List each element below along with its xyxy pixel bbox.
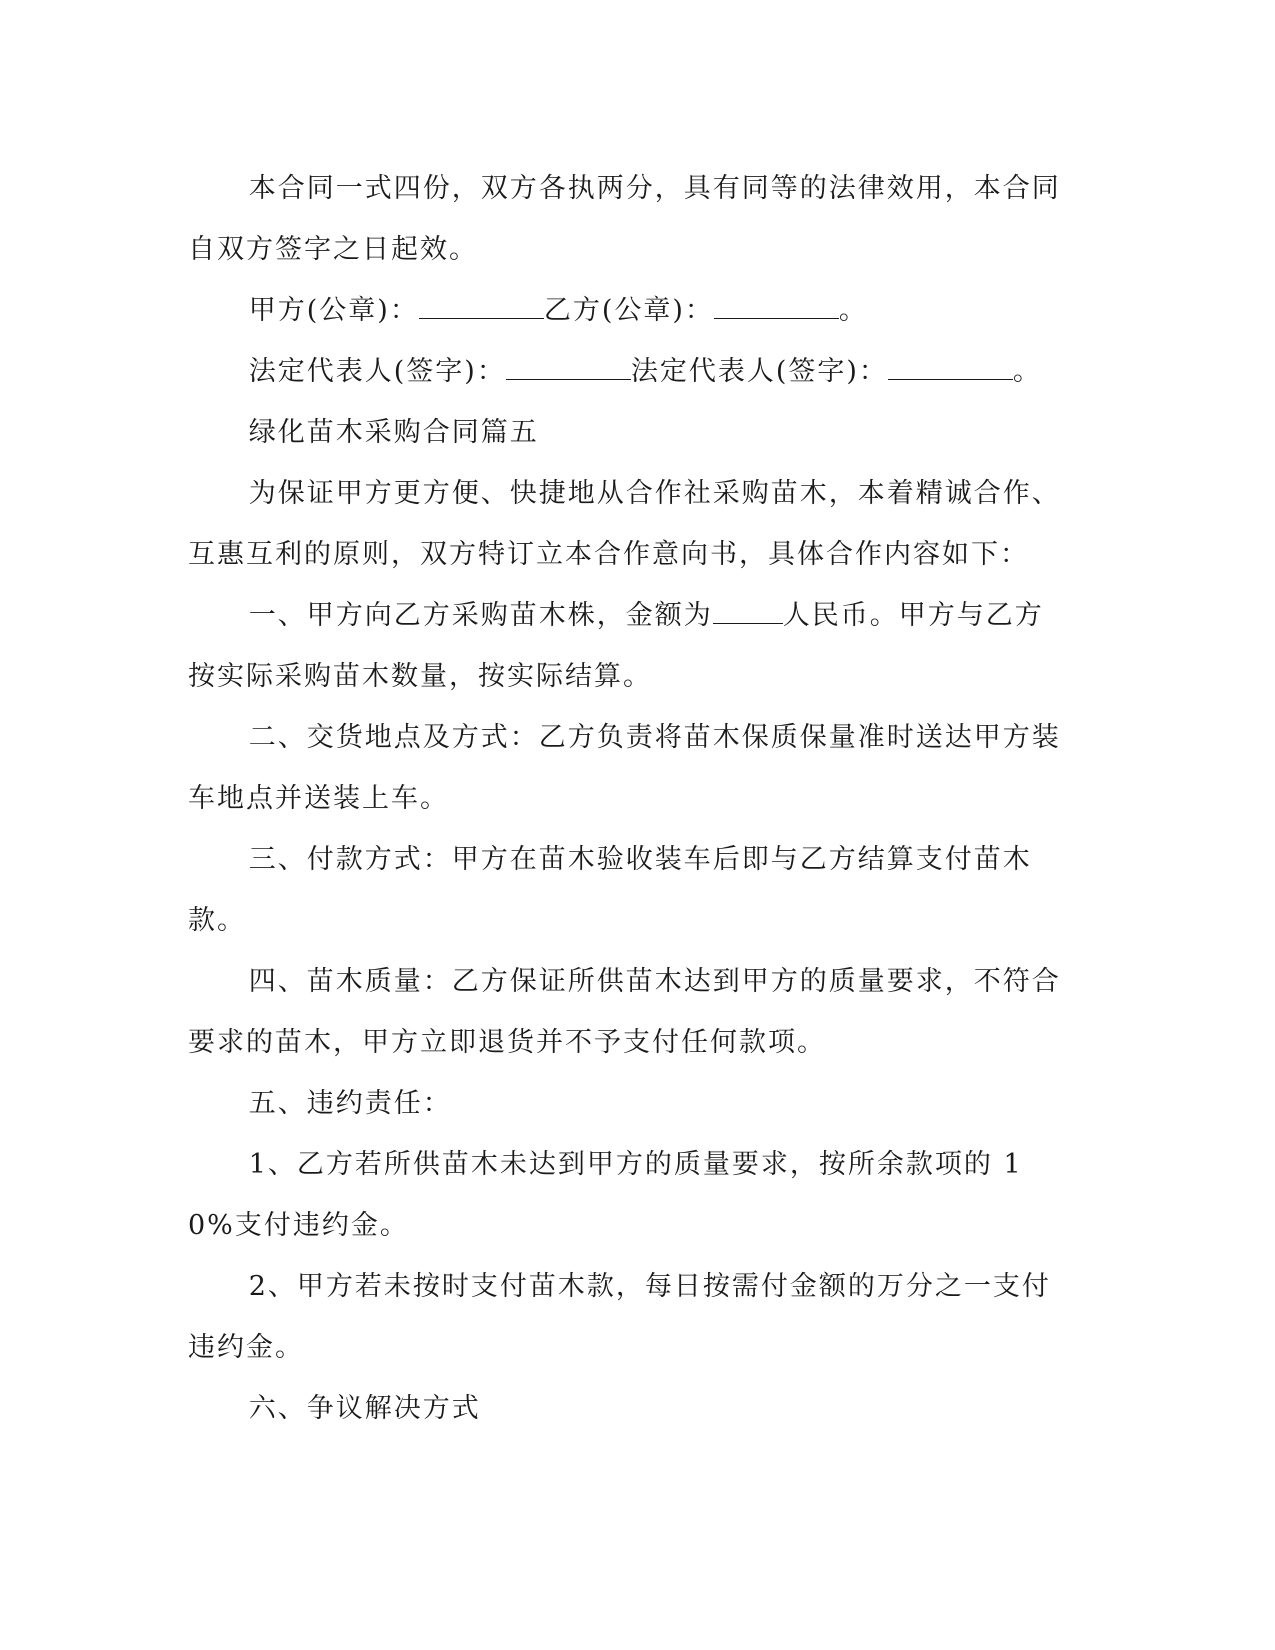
section-title: 绿化苗木采购合同篇五: [248, 417, 539, 448]
amount-blank[interactable]: [713, 601, 783, 624]
item-1-paragraph: [188, 585, 1068, 707]
seal-line-end: 。: [838, 295, 868, 326]
intro-paragraph: 为保证甲方更方便、快捷地从合作社采购苗木，本着精诚合作、互惠互利的原则，双方特订立本合作意向书，具体合作内容如下：: [188, 478, 1061, 570]
rep-a-signature-blank[interactable]: [506, 357, 631, 380]
party-b-seal-label: 乙方(公章)：: [543, 295, 714, 326]
item-4-paragraph: 四、苗木质量：乙方保证所供苗木达到甲方的质量要求，不符合要求的苗木，甲方立即退货并不予支付任何款项。: [188, 966, 1061, 1058]
rep-a-label: 法定代表人(签字)：: [248, 356, 506, 387]
representative-signature-line: [188, 341, 1068, 402]
validity-paragraph: 本合同一式四份，双方各执两分，具有同等的法律效用，本合同自双方签字之日起效。: [188, 173, 1061, 265]
item-5-1-paragraph: 1、乙方若所供苗木未达到甲方的质量要求，按所余款项的 10%支付违约金。: [188, 1149, 1023, 1241]
item-3-paragraph: 三、付款方式：甲方在苗木验收装车后即与乙方结算支付苗木款。: [188, 844, 1032, 936]
document-body: [188, 158, 1068, 1439]
item-1-text-before: 一、甲方向乙方采购苗木株，金额为: [248, 600, 713, 631]
rep-b-signature-blank[interactable]: [888, 357, 1013, 380]
rep-line-end: 。: [1012, 356, 1042, 387]
item-2-paragraph: 二、交货地点及方式：乙方负责将苗木保质保量准时送达甲方装车地点并送装上车。: [188, 722, 1061, 814]
item-6-paragraph: 六、争议解决方式: [248, 1393, 481, 1424]
party-a-seal-label: 甲方(公章)：: [248, 295, 419, 326]
rep-b-label: 法定代表人(签字)：: [630, 356, 888, 387]
seal-signature-line: [188, 280, 1068, 341]
item-1-text-after: 人民币。甲方与乙方按实际采购苗木数量，按实际结算。: [188, 600, 1044, 692]
party-a-seal-blank[interactable]: [419, 296, 544, 319]
party-b-seal-blank[interactable]: [714, 296, 839, 319]
item-5-paragraph: 五、违约责任：: [248, 1088, 452, 1119]
item-5-2-paragraph: 2、甲方若未按时支付苗木款，每日按需付金额的万分之一支付违约金。: [188, 1271, 1051, 1363]
